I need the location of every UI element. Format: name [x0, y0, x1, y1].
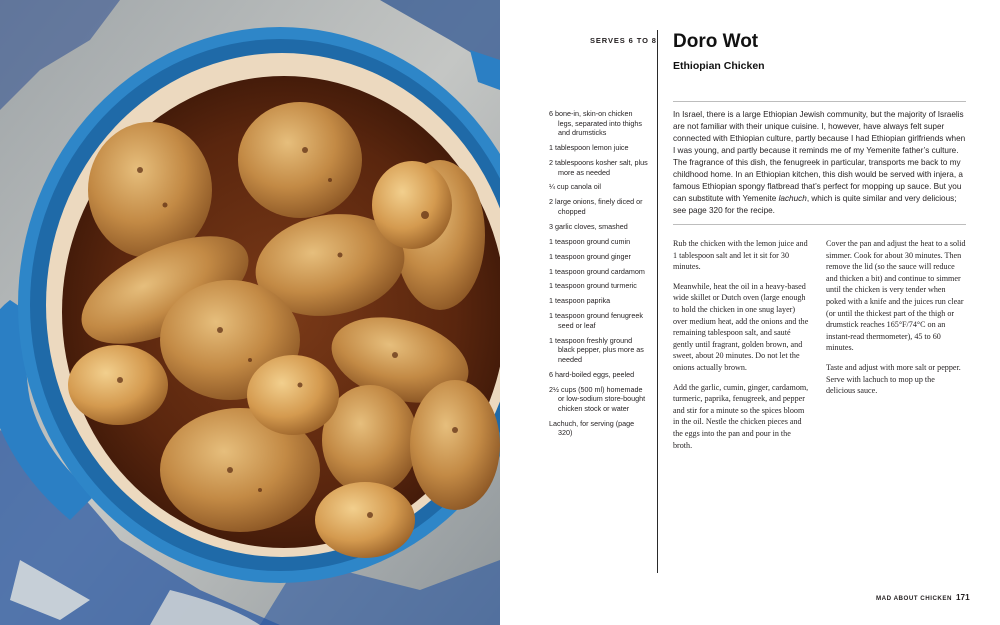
recipe-subtitle: Ethiopian Chicken — [673, 60, 765, 72]
method-column-2 — [826, 238, 966, 405]
ingredient-item: 1 teaspoon ground fenugreek seed or leaf — [549, 311, 643, 330]
ingredient-item: 1 teaspoon ground ginger — [549, 251, 631, 261]
ingredient-item: ¼ cup canola oil — [549, 182, 601, 192]
ingredient-item: 2½ cups (500 ml) homemade or low-sodium store-bought chicken stock or water — [549, 384, 646, 413]
method-step: Rub the chicken with the lemon juice and 1 tablespoon salt and let it sit for 30 minutes. — [673, 239, 808, 272]
ingredient-item: Lachuch, for serving (page 320) — [549, 418, 635, 438]
ingredient-item: 6 bone-in, skin-on chicken legs, separated into thighs and drumsticks — [549, 109, 642, 138]
ingredient-item: 1 teaspoon ground cumin — [549, 236, 631, 246]
column-divider — [657, 30, 658, 573]
intro-top-rule — [673, 101, 966, 102]
recipe-page — [500, 0, 1000, 625]
recipe-title: Doro Wot — [673, 31, 759, 52]
serves-label: SERVES 6 TO 8 — [590, 36, 657, 45]
intro-italic-term: lachuch — [778, 194, 807, 203]
ingredient-item: 3 garlic cloves, smashed — [549, 221, 628, 231]
intro-bottom-rule — [673, 224, 966, 225]
ingredient-item: 1 teaspoon ground cardamom — [549, 266, 645, 276]
intro-text: In Israel, there is a large Ethiopian Jewish community, but the majority of Israelis are not familiar with their unique cuisine. I, however, have always felt super connected with Ethiopian culture, partly because I had Ethiopian girlfriends when I was young, and partly because it reminds me of my Yemenite father’s culture. The fragrance of this dish, the fenugreek in particular, transports me back to my childhood home. In an Ethiopian kitchen, this dish would be served with injera, a famous Ethiopian spongy flatbread that’s perfect for mopping up sauce. But you can substitute with Yemenite — [673, 110, 966, 203]
ingredient-item: 1 teaspoon paprika — [549, 296, 611, 306]
method-step: Cover the pan and adjust the heat to a solid simmer. Cook for about 30 minutes. Then remove the lid (so the sauce will reduce and thicken a bit) and continue to simmer until the chicken is very tender when poked with a knife and the juices run clear (or until the thickest part of the thigh or drumstick reaches 165°F/74°C on an instant-read thermometer), 45 to 60 minutes. — [826, 239, 966, 353]
method-step: Meanwhile, heat the oil in a heavy-based wide skillet or Dutch oven (large enough to hold the chicken in one snug layer) over medium heat, add the onions and the remaining tablespoon salt, and sauté gently until fragrant, golden brown, and sweet, about 20 minutes. Do not let the onions actually brown. — [673, 281, 809, 372]
recipe-intro — [673, 109, 966, 217]
ingredient-item: 6 hard-boiled eggs, peeled — [549, 369, 635, 379]
ingredient-item: 1 teaspoon ground turmeric — [549, 281, 637, 291]
method-step: Taste and adjust with more salt or pepper. Serve with lachuch to mop up the delicious sauce. — [826, 362, 961, 396]
ingredient-item: 1 teaspoon freshly ground black pepper, plus more as needed — [549, 335, 644, 364]
running-footer: MAD ABOUT CHICKEN — [876, 595, 952, 602]
ingredients-list — [549, 109, 649, 443]
ingredient-item: 2 tablespoons kosher salt, plus more as needed — [549, 157, 648, 177]
method-column-1 — [673, 238, 811, 459]
page-number: 171 — [956, 593, 970, 602]
ingredient-item: 1 tablespoon lemon juice — [549, 143, 629, 153]
ingredient-item: 2 large onions, finely diced or chopped — [549, 197, 643, 216]
method-step: Add the garlic, cumin, ginger, cardamom, turmeric, paprika, fenugreek, and pepper and stir for a minute so the spices bloom in the oil. Nestle the chicken pieces and the eggs into the pan and pour in the broth. — [673, 382, 809, 450]
intro-text-end: , which is quite similar and very delicious; see page 320 for the recipe. — [673, 194, 957, 215]
